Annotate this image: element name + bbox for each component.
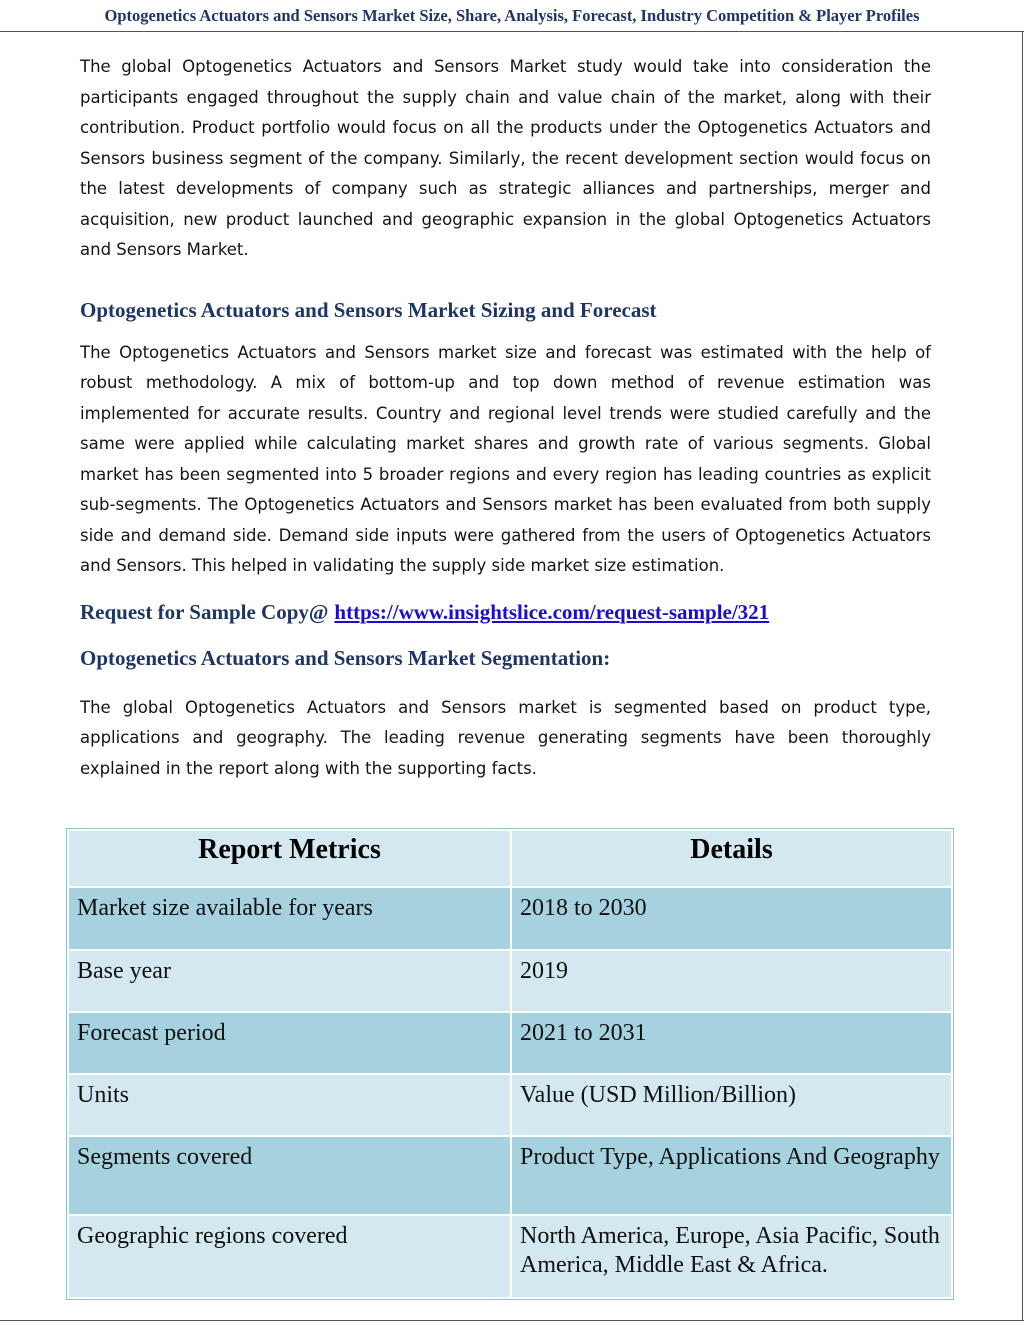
table-cell-detail: North America, Europe, Asia Pacific, South America, Middle East & Africa. [511,1215,952,1298]
table-row [68,887,952,950]
table-header-metrics: Report Metrics [68,830,511,887]
table-cell-detail: Value (USD Million/Billion) [511,1074,952,1136]
request-sample-line [80,598,931,626]
table-cell-metric: Market size available for years [68,887,511,950]
intro-paragraph: The global Optogenetics Actuators and Sensors Market study would take into consideration the participants engaged throughout the supply chain and value chain of the market, along with their contribution. Product portfolio would focus on all the products under the Optogenetics Actuators and Sensors business segment of the company. Similarly, the recent development section would focus on the latest developments of company such as strategic alliances and partnerships, merger and acquisition, new product launched and geographic expansion in the global Optogenetics Actuators and Sensors Market. [80,57,931,259]
sizing-paragraph: The Optogenetics Actuators and Sensors market size and forecast was estimated with the help of robust methodology. A mix of bottom-up and top down method of revenue estimation was implemented for accurate results. Country and regional level trends were studied carefully and the same were applied while calculating market shares and growth rate of various segments. Global market has been segmented into 5 broader regions and every region has leading countries as explicit sub-segments. The Optogenetics Actuators and Sensors market has been evaluated from both supply side and demand side. Demand side inputs were gathered from the users of Optogenetics Actuators and Sensors. This helped in validating the supply side market size estimation. [80,342,931,575]
page-header: Optogenetics Actuators and Sensors Market Size, Share, Analysis, Forecast, Industry Competition & Player Profiles [0,0,1024,32]
table-cell-detail: 2021 to 2031 [511,1012,952,1074]
request-sample-link[interactable]: https://www.insightslice.com/request-sample/321 [334,599,770,624]
main-content [80,52,931,784]
table-cell-metric: Base year [68,950,511,1012]
sizing-heading: Optogenetics Actuators and Sensors Market Sizing and Forecast [80,297,657,322]
table-header-details: Details [511,830,952,887]
table-cell-metric: Forecast period [68,1012,511,1074]
request-sample-label: Request for Sample Copy@ [80,599,329,624]
table-row [68,1012,952,1074]
table-cell-detail: Product Type, Applications And Geography [511,1136,952,1215]
frame-border-bottom [0,1320,1024,1321]
table-cell-metric: Geographic regions covered [68,1215,511,1298]
table-cell-detail: 2019 [511,950,952,1012]
table-row [68,1136,952,1215]
table-row [68,1074,952,1136]
segmentation-heading: Optogenetics Actuators and Sensors Market Segmentation: [80,645,611,670]
table-row [68,950,952,1012]
report-metrics-table [67,829,953,1299]
segmentation-paragraph: The global Optogenetics Actuators and Sensors market is segmented based on product type, applications and geography. The leading revenue generating segments have been thoroughly explained in the report along with the supporting facts. [80,697,931,778]
table-cell-detail: 2018 to 2030 [511,887,952,950]
table-cell-metric: Segments covered [68,1136,511,1215]
table-row [68,1215,952,1298]
table-header-row [68,830,952,887]
frame-border-right [1022,31,1023,1320]
table-cell-metric: Units [68,1074,511,1136]
